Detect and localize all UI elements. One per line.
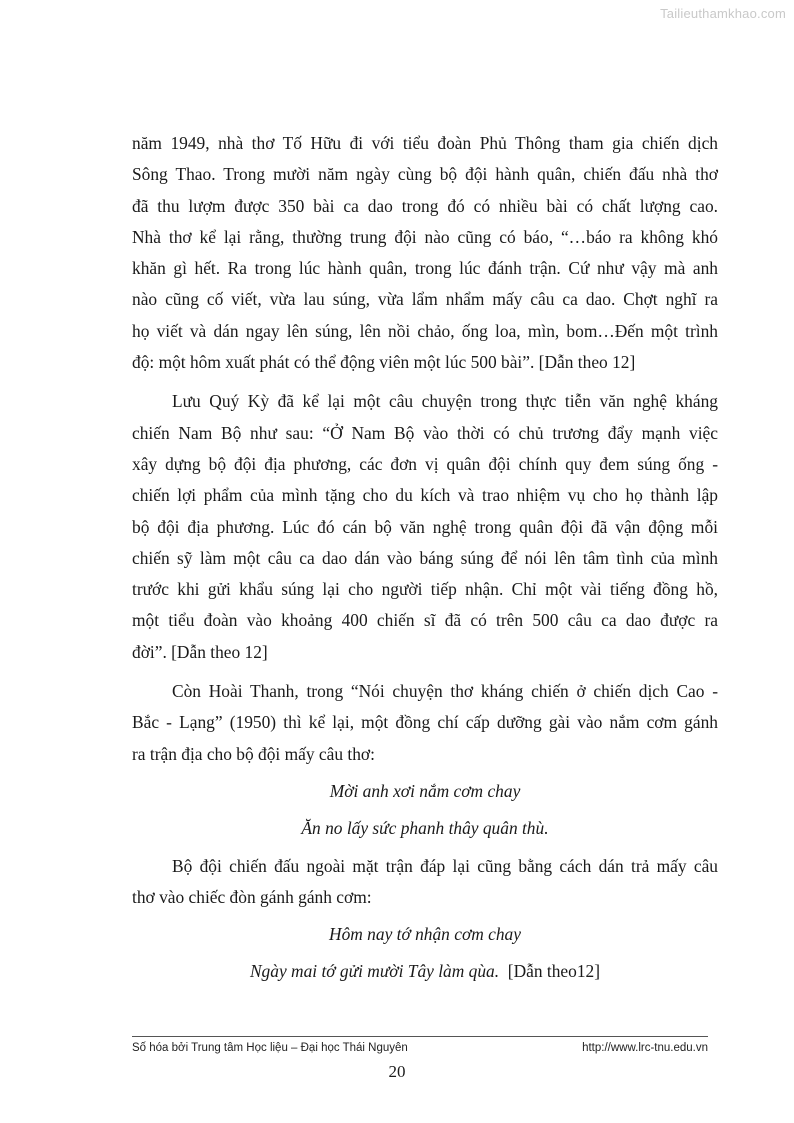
text-line: trước khi gửi khẩu súng lại cho người tiếp nhận. Chỉ một vài tiếng đồng hồ, [132, 579, 718, 600]
text-line: Sông Thao. Trong mười năm ngày cùng bộ đội hành quân, chiến đấu nhà thơ [132, 164, 718, 185]
paragraph-3 [132, 676, 718, 770]
text-line: Lưu Quý Kỳ đã kể lại một câu chuyện trong thực tiễn văn nghệ kháng [172, 391, 718, 412]
paragraph-4 [132, 851, 718, 914]
watermark: Tailieuthamkhao.com [660, 6, 786, 21]
footer-url: http://www.lrc-tnu.edu.vn [582, 1042, 708, 1054]
footer-source: Số hóa bởi Trung tâm Học liệu – Đại học Thái Nguyên [132, 1042, 408, 1054]
text-line: Còn Hoài Thanh, trong “Nói chuyện thơ kháng chiến ở chiến dịch Cao - [172, 681, 718, 702]
verse-line: Mời anh xơi nắm cơm chay [329, 780, 521, 801]
text-line: đã thu lượm được 350 bài ca dao trong đó có nhiều bài có chất lượng cao. [132, 195, 718, 216]
text-line: chiến Nam Bộ như sau: “Ở Nam Bộ vào thời có chủ trương đẩy mạnh việc [132, 422, 718, 443]
citation: [Dẫn theo12] [507, 961, 601, 982]
text-line: chiến sỹ làm một câu ca dao dán vào báng súng để nói lên tâm tình của mình [132, 547, 718, 568]
text-line: khăn gì hết. Ra trong lúc hành quân, trong lúc đánh trận. Cứ như vậy mà anh [132, 258, 718, 279]
text-line: họ viết và dán ngay lên súng, lên nồi chảo, ống loa, mìn, bom…Đến một trình [132, 320, 718, 341]
text-line: độ: một hôm xuất phát có thể động viên một lúc 500 bài”. [Dẫn theo 12] [132, 352, 636, 373]
text-line: Bắc - Lạng” (1950) thì kể lại, một đồng chí cấp dưỡng gài vào nắm cơm gánh [132, 712, 718, 733]
footer-divider [132, 1036, 708, 1037]
text-line: Nhà thơ kể lại rằng, thường trung đội nào cũng có báo, “…báo ra không khó [132, 226, 718, 247]
page-number: 20 [388, 1062, 406, 1081]
text-line: ra trận địa cho bộ đội mấy câu thơ: [132, 743, 375, 764]
verse-text: Ngày mai tớ gửi mười Tây làm qùa. [249, 961, 500, 982]
text-line: thơ vào chiếc đòn gánh gánh cơm: [132, 886, 372, 907]
text-line: bộ đội địa phương. Lúc đó cán bộ văn nghệ trong quân đội đã vận động mỗi [132, 516, 718, 537]
text-line: xây dựng bộ đội địa phương, các đơn vị quân đội chính quy đem súng ống - [132, 453, 718, 474]
verse-1 [132, 776, 718, 845]
paragraph-2 [132, 386, 718, 668]
verse-2 [132, 919, 718, 988]
verse-line: Hôm nay tớ nhận cơm chay [329, 924, 521, 945]
verse-line [132, 956, 718, 987]
verse-line: Ăn no lấy sức phanh thây quân thù. [301, 818, 549, 839]
text-line: đời”. [Dẫn theo 12] [132, 641, 268, 662]
text-line: Bộ đội chiến đấu ngoài mặt trận đáp lại cũng bằng cách dán trả mấy câu [172, 855, 718, 876]
text-line: năm 1949, nhà thơ Tố Hữu đi với tiểu đoàn Phủ Thông tham gia chiến dịch [132, 133, 718, 153]
paragraph-1 [132, 128, 718, 378]
text-line: nào cũng cố viết, vừa lau súng, vừa lẩm nhẩm mấy câu ca dao. Chợt nghĩ ra [132, 289, 718, 310]
document-body [132, 128, 718, 988]
text-line: chiến lợi phẩm của mình tặng cho du kích và trao nhiệm vụ cho họ thành lập [132, 485, 718, 506]
text-line: một tiểu đoàn vào khoảng 400 chiến sĩ đã có trên 500 câu ca dao được ra [132, 610, 718, 631]
